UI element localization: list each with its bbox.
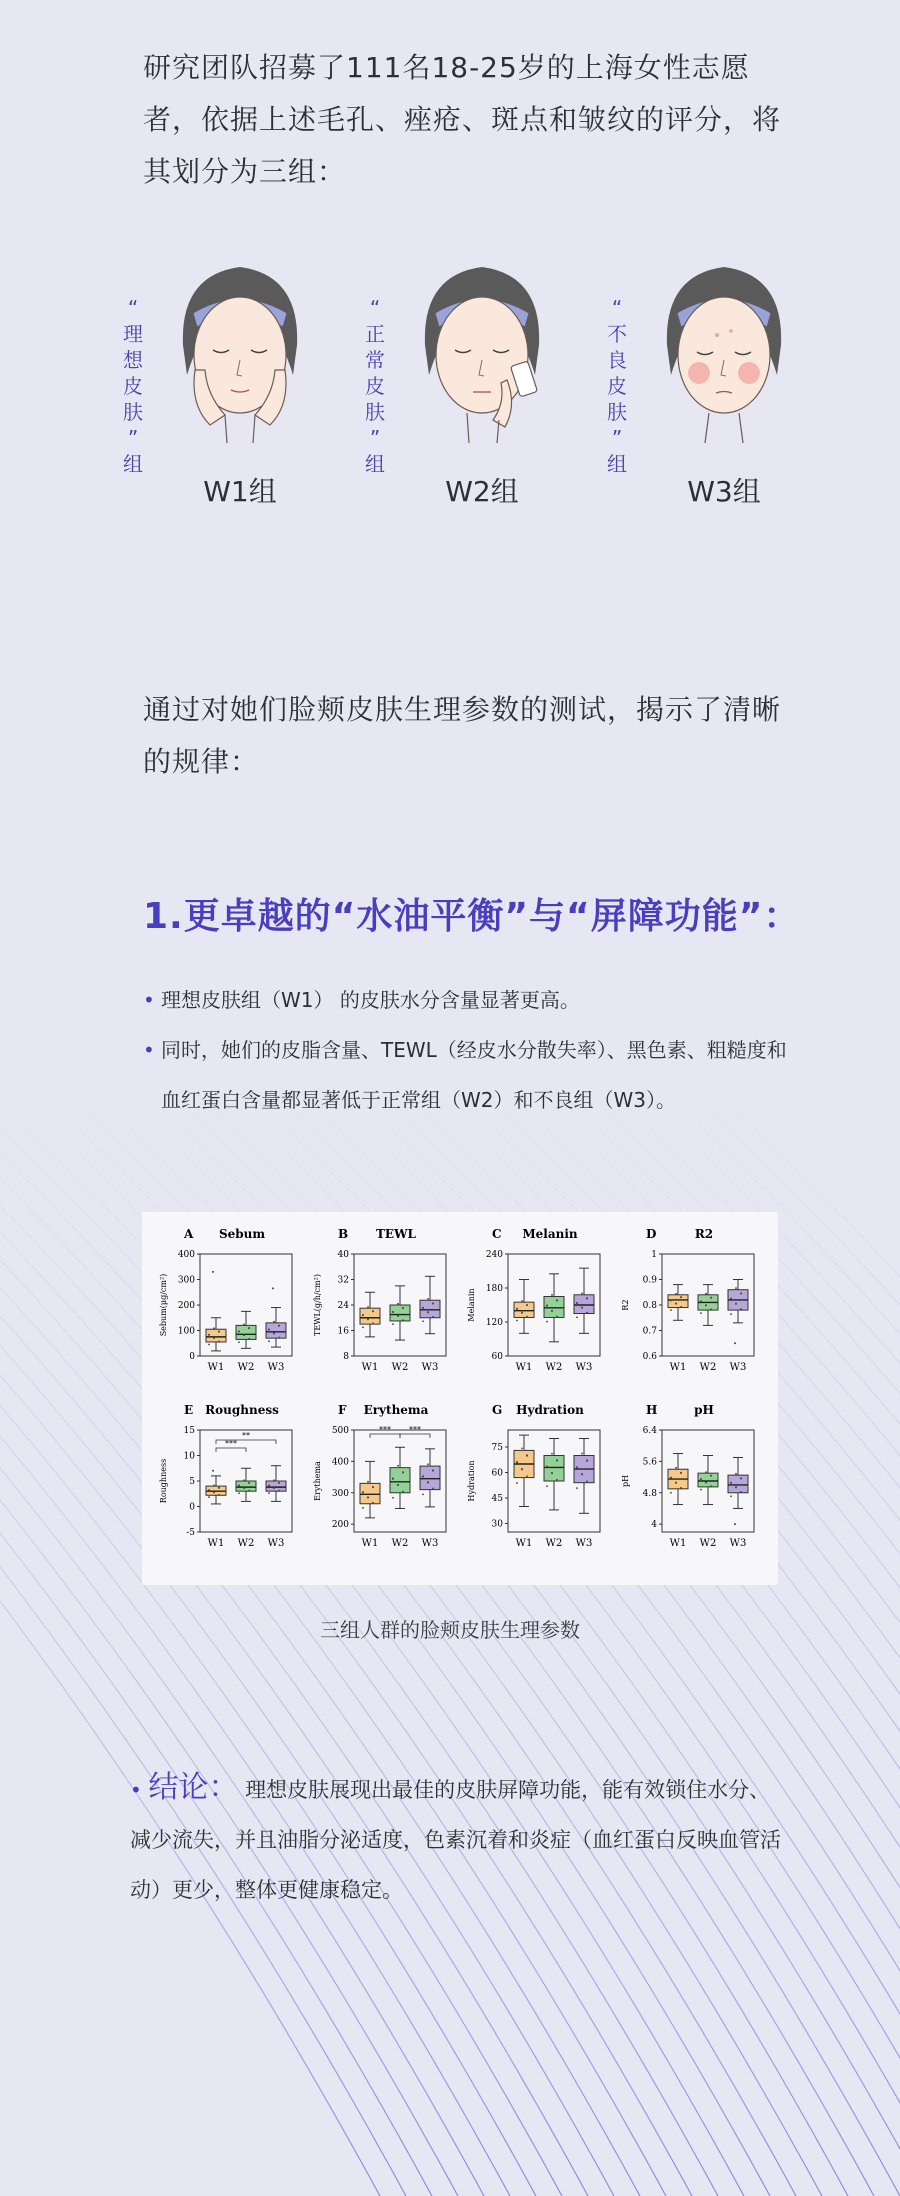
- y-axis-label: Sebum(μg/cm²): [159, 1273, 168, 1337]
- y-axis-label: TEWL(g/h/cm²): [313, 1274, 322, 1336]
- significance-bracket: [400, 1434, 430, 1438]
- data-point: [576, 1487, 578, 1489]
- conclusion-lead: 结论：: [148, 1770, 239, 1805]
- data-point: [372, 1310, 374, 1312]
- data-point: [372, 1322, 374, 1324]
- box-w1: [360, 1483, 380, 1503]
- data-point: [675, 1467, 677, 1469]
- y-tick-label: -5: [186, 1528, 195, 1538]
- x-tick-label: W1: [515, 1538, 533, 1549]
- data-point: [680, 1296, 682, 1298]
- data-point: [556, 1460, 558, 1462]
- data-point: [392, 1478, 394, 1480]
- data-point: [546, 1305, 548, 1307]
- x-tick-label: W2: [237, 1362, 255, 1373]
- data-point: [248, 1338, 250, 1340]
- significance-marker: **: [242, 1431, 250, 1440]
- data-point: [735, 1487, 737, 1489]
- data-point: [278, 1482, 280, 1484]
- data-point: [546, 1321, 548, 1323]
- panel-letter: H: [646, 1403, 658, 1417]
- data-point: [740, 1478, 742, 1480]
- data-point: [367, 1318, 369, 1320]
- y-tick-label: 30: [491, 1519, 503, 1530]
- data-point: [586, 1312, 588, 1314]
- y-axis-label: Melanin: [467, 1288, 476, 1322]
- panel-title: Melanin: [522, 1227, 578, 1241]
- y-tick-label: 32: [337, 1275, 349, 1286]
- data-point: [675, 1482, 677, 1484]
- significance-bracket: [370, 1434, 400, 1438]
- data-point: [362, 1507, 364, 1509]
- box-w2: [544, 1297, 564, 1318]
- significance-marker: ***: [409, 1425, 421, 1434]
- panel-letter: D: [646, 1227, 657, 1241]
- x-tick-label: W2: [699, 1362, 717, 1373]
- data-point: [700, 1478, 702, 1480]
- panel-title: pH: [694, 1403, 714, 1417]
- data-point: [392, 1311, 394, 1313]
- y-tick-label: 300: [177, 1275, 195, 1286]
- y-tick-label: 60: [491, 1468, 503, 1479]
- outlier-point: [212, 1271, 214, 1273]
- y-tick-label: 40: [337, 1250, 349, 1260]
- data-point: [581, 1474, 583, 1476]
- panel-title: Roughness: [205, 1403, 279, 1417]
- data-point: [218, 1494, 220, 1496]
- data-point: [526, 1455, 528, 1457]
- y-tick-label: 60: [491, 1352, 503, 1362]
- group-w1-name: W1组: [203, 475, 277, 508]
- data-point: [581, 1292, 583, 1294]
- skin-parameters-figure: [142, 1212, 778, 1585]
- group-w1: [120, 255, 340, 515]
- panel-title: R2: [694, 1227, 714, 1241]
- data-point: [278, 1325, 280, 1327]
- x-tick-label: W3: [729, 1538, 747, 1549]
- y-tick-label: 0: [189, 1502, 195, 1513]
- outlier-point: [734, 1523, 736, 1525]
- x-tick-label: W2: [391, 1362, 409, 1373]
- x-tick-label: W3: [729, 1362, 747, 1373]
- data-point: [576, 1302, 578, 1304]
- data-point: [248, 1490, 250, 1492]
- data-point: [268, 1485, 270, 1487]
- data-point: [218, 1340, 220, 1342]
- data-point: [218, 1331, 220, 1333]
- data-point: [521, 1312, 523, 1314]
- data-point: [367, 1481, 369, 1483]
- data-point: [735, 1473, 737, 1475]
- y-tick-label: 10: [183, 1451, 195, 1462]
- x-tick-label: W1: [207, 1538, 225, 1549]
- panel-letter: C: [492, 1227, 502, 1241]
- panel-letter: A: [184, 1227, 194, 1241]
- poor-skin-face-illustration: [649, 255, 799, 445]
- data-point: [705, 1482, 707, 1484]
- data-point: [273, 1479, 275, 1481]
- data-point: [248, 1327, 250, 1329]
- y-tick-label: 0.7: [642, 1326, 657, 1337]
- y-tick-label: 16: [337, 1326, 349, 1337]
- y-tick-label: 400: [331, 1457, 349, 1468]
- data-point: [278, 1336, 280, 1338]
- data-point: [730, 1482, 732, 1484]
- y-axis-label: R2: [621, 1299, 630, 1311]
- data-point: [208, 1496, 210, 1498]
- data-point: [273, 1321, 275, 1323]
- data-point: [372, 1487, 374, 1489]
- x-tick-label: W3: [575, 1362, 593, 1373]
- data-point: [402, 1472, 404, 1474]
- significance-marker: ***: [225, 1439, 237, 1448]
- panel-letter: B: [338, 1227, 349, 1241]
- data-point: [432, 1470, 434, 1472]
- outlier-point: [272, 1287, 274, 1289]
- y-tick-label: 4: [651, 1520, 657, 1531]
- data-point: [516, 1308, 518, 1310]
- panel-letter: F: [338, 1403, 347, 1417]
- data-point: [710, 1297, 712, 1299]
- data-point: [427, 1482, 429, 1484]
- y-tick-label: 500: [331, 1426, 349, 1436]
- data-point: [576, 1467, 578, 1469]
- data-point: [278, 1490, 280, 1492]
- y-tick-label: 5.6: [642, 1457, 657, 1468]
- data-point: [238, 1331, 240, 1333]
- data-point: [213, 1492, 215, 1494]
- data-point: [268, 1492, 270, 1494]
- x-tick-label: W1: [207, 1362, 225, 1373]
- data-point: [422, 1476, 424, 1478]
- data-point: [268, 1329, 270, 1331]
- data-point: [740, 1491, 742, 1493]
- panel-title: Erythema: [363, 1403, 429, 1417]
- intro-text: 研究团队招募了111名18-25岁的上海女性志愿者，依据上述毛孔、痤疮、斑点和皱纹的评分，将其划分为三组：: [143, 51, 782, 188]
- data-point: [213, 1327, 215, 1329]
- data-point: [213, 1337, 215, 1339]
- data-point: [700, 1301, 702, 1303]
- data-point: [402, 1491, 404, 1493]
- finding-item: • 理想皮肤组（W1） 的皮肤水分含量显著更高。: [143, 975, 803, 1025]
- data-point: [705, 1305, 707, 1307]
- group-w2: [362, 255, 582, 515]
- group-w1-label: “ 理 想 皮 肤 ” 组: [123, 296, 143, 476]
- box-w2: [390, 1468, 410, 1493]
- data-point: [397, 1315, 399, 1317]
- data-point: [521, 1300, 523, 1302]
- data-point: [581, 1453, 583, 1455]
- data-point: [556, 1316, 558, 1318]
- data-point: [432, 1316, 434, 1318]
- data-point: [238, 1485, 240, 1487]
- data-point: [526, 1316, 528, 1318]
- x-tick-label: W1: [515, 1362, 533, 1373]
- data-point: [362, 1492, 364, 1494]
- data-point: [521, 1469, 523, 1471]
- y-tick-label: 0.8: [642, 1301, 657, 1311]
- x-tick-label: W3: [267, 1362, 285, 1373]
- data-point: [362, 1314, 364, 1316]
- findings-list: [143, 975, 803, 1125]
- y-tick-label: 5: [189, 1477, 195, 1487]
- reveal-text: 通过对她们脸颊皮肤生理参数的测试，揭示了清晰的规律：: [143, 693, 782, 778]
- finding-item: • 同时，她们的皮脂含量、TEWL（经皮水分散失率）、黑色素、粗糙度和血红蛋白含量都显著低于正常组（W2）和不良组（W3）。: [143, 1025, 803, 1125]
- data-point: [432, 1303, 434, 1305]
- y-tick-label: 240: [485, 1250, 503, 1260]
- data-point: [586, 1460, 588, 1462]
- data-point: [526, 1475, 528, 1477]
- data-point: [367, 1497, 369, 1499]
- figure-caption: 三组人群的脸颊皮肤生理参数: [320, 1618, 580, 1642]
- data-point: [526, 1304, 528, 1306]
- data-point: [700, 1312, 702, 1314]
- y-tick-label: 8: [343, 1352, 349, 1362]
- data-point: [521, 1447, 523, 1449]
- data-point: [556, 1300, 558, 1302]
- data-point: [392, 1497, 394, 1499]
- data-point: [735, 1287, 737, 1289]
- panel-title: TEWL: [376, 1227, 416, 1241]
- outlier-point: [734, 1342, 736, 1344]
- conclusion: [130, 1763, 790, 1915]
- group-w3-label: “ 不 良 皮 肤 ” 组: [607, 296, 627, 476]
- data-point: [730, 1313, 732, 1315]
- box-w2: [544, 1456, 564, 1482]
- data-point: [551, 1453, 553, 1455]
- data-point: [243, 1323, 245, 1325]
- box-plot-grid: [142, 1212, 778, 1585]
- data-point: [268, 1340, 270, 1342]
- data-point: [392, 1323, 394, 1325]
- data-point: [710, 1485, 712, 1487]
- data-point: [516, 1462, 518, 1464]
- data-point: [243, 1334, 245, 1336]
- data-point: [576, 1316, 578, 1318]
- panel-title: Sebum: [218, 1227, 266, 1241]
- data-point: [362, 1326, 364, 1328]
- y-tick-label: 400: [177, 1250, 195, 1260]
- data-point: [551, 1294, 553, 1296]
- data-point: [675, 1303, 677, 1305]
- y-tick-label: 100: [177, 1326, 195, 1337]
- data-point: [397, 1484, 399, 1486]
- x-tick-label: W2: [699, 1538, 717, 1549]
- x-tick-label: W1: [669, 1362, 687, 1373]
- data-point: [710, 1475, 712, 1477]
- significance-marker: ***: [379, 1425, 391, 1434]
- group-w2-label: “ 正 常 皮 肤 ” 组: [365, 296, 385, 476]
- data-point: [422, 1320, 424, 1322]
- data-point: [516, 1320, 518, 1322]
- data-point: [740, 1308, 742, 1310]
- data-point: [551, 1472, 553, 1474]
- y-axis-label: Roughness: [159, 1458, 168, 1504]
- x-tick-label: W2: [391, 1538, 409, 1549]
- data-point: [238, 1341, 240, 1343]
- conclusion-text: 理想皮肤展现出最佳的皮肤屏障功能，能有效锁住水分、减少流失，并且油脂分泌适度，色素沉着和炎症（血红蛋白反映血管活动）更少，整体更健康稳定。: [130, 1778, 781, 1902]
- ideal-skin-face-illustration: [165, 255, 315, 445]
- y-tick-label: 0.6: [642, 1352, 657, 1362]
- x-tick-label: W3: [267, 1538, 285, 1549]
- box-w3: [574, 1295, 594, 1314]
- y-tick-label: 0.9: [642, 1275, 657, 1286]
- x-tick-label: W1: [361, 1538, 379, 1549]
- y-tick-label: 200: [177, 1301, 195, 1311]
- data-point: [427, 1312, 429, 1314]
- data-point: [710, 1308, 712, 1310]
- data-point: [367, 1306, 369, 1308]
- x-tick-label: W2: [237, 1538, 255, 1549]
- data-point: [273, 1333, 275, 1335]
- normal-skin-face-illustration: [407, 255, 557, 445]
- panel-title: Hydration: [516, 1403, 584, 1417]
- data-point: [705, 1293, 707, 1295]
- y-axis-label: pH: [621, 1474, 630, 1488]
- x-tick-label: W1: [669, 1538, 687, 1549]
- y-tick-label: 1: [651, 1250, 657, 1260]
- data-point: [208, 1489, 210, 1491]
- y-tick-label: 75: [491, 1443, 503, 1453]
- data-point: [586, 1298, 588, 1300]
- data-point: [402, 1319, 404, 1321]
- data-point: [402, 1307, 404, 1309]
- data-point: [670, 1300, 672, 1302]
- x-tick-label: W2: [545, 1538, 563, 1549]
- panel-letter: G: [492, 1403, 503, 1417]
- data-point: [551, 1310, 553, 1312]
- y-tick-label: 24: [337, 1301, 349, 1311]
- group-w2-name: W2组: [445, 475, 519, 508]
- section-title: 1.更卓越的“水油平衡”与“屏障功能”：: [143, 896, 801, 937]
- data-point: [218, 1487, 220, 1489]
- data-point: [675, 1293, 677, 1295]
- x-tick-label: W3: [575, 1538, 593, 1549]
- data-point: [243, 1479, 245, 1481]
- data-point: [208, 1334, 210, 1336]
- data-point: [705, 1471, 707, 1473]
- data-point: [680, 1487, 682, 1489]
- box-w3: [420, 1466, 440, 1490]
- x-tick-label: W3: [421, 1538, 439, 1549]
- data-point: [427, 1298, 429, 1300]
- data-point: [700, 1489, 702, 1491]
- data-point: [422, 1493, 424, 1495]
- data-point: [670, 1492, 672, 1494]
- data-point: [372, 1502, 374, 1504]
- data-point: [680, 1306, 682, 1308]
- significance-bracket: [216, 1448, 246, 1452]
- data-point: [273, 1487, 275, 1489]
- data-point: [432, 1488, 434, 1490]
- y-tick-label: 300: [331, 1488, 349, 1499]
- data-point: [546, 1485, 548, 1487]
- data-point: [556, 1479, 558, 1481]
- conclusion-bullet: •: [130, 1778, 142, 1802]
- data-point: [740, 1293, 742, 1295]
- data-point: [397, 1303, 399, 1305]
- data-point: [586, 1480, 588, 1482]
- outlier-point: [212, 1470, 214, 1472]
- data-point: [427, 1463, 429, 1465]
- y-axis-label: Hydration: [467, 1460, 476, 1502]
- data-point: [680, 1472, 682, 1474]
- group-w3-name: W3组: [687, 475, 761, 508]
- data-point: [670, 1309, 672, 1311]
- data-point: [397, 1465, 399, 1467]
- x-tick-label: W3: [421, 1362, 439, 1373]
- x-tick-label: W1: [361, 1362, 379, 1373]
- data-point: [243, 1487, 245, 1489]
- y-tick-label: 0: [189, 1352, 195, 1362]
- data-point: [213, 1485, 215, 1487]
- y-tick-label: 180: [485, 1284, 503, 1294]
- data-point: [581, 1307, 583, 1309]
- data-point: [670, 1477, 672, 1479]
- group-w3: [604, 255, 824, 515]
- y-tick-label: 4.8: [642, 1488, 657, 1499]
- panel-letter: E: [184, 1403, 194, 1417]
- y-tick-label: 6.4: [642, 1426, 657, 1436]
- data-point: [516, 1482, 518, 1484]
- data-point: [730, 1495, 732, 1497]
- y-axis-label: Erythema: [313, 1461, 322, 1501]
- y-tick-label: 200: [331, 1520, 349, 1531]
- data-point: [248, 1482, 250, 1484]
- data-point: [730, 1298, 732, 1300]
- x-tick-label: W2: [545, 1362, 563, 1373]
- data-point: [238, 1492, 240, 1494]
- data-point: [422, 1307, 424, 1309]
- data-point: [546, 1466, 548, 1468]
- y-tick-label: 15: [183, 1426, 195, 1436]
- y-tick-label: 45: [491, 1494, 503, 1504]
- data-point: [735, 1303, 737, 1305]
- data-point: [208, 1344, 210, 1346]
- y-tick-label: 120: [485, 1318, 503, 1328]
